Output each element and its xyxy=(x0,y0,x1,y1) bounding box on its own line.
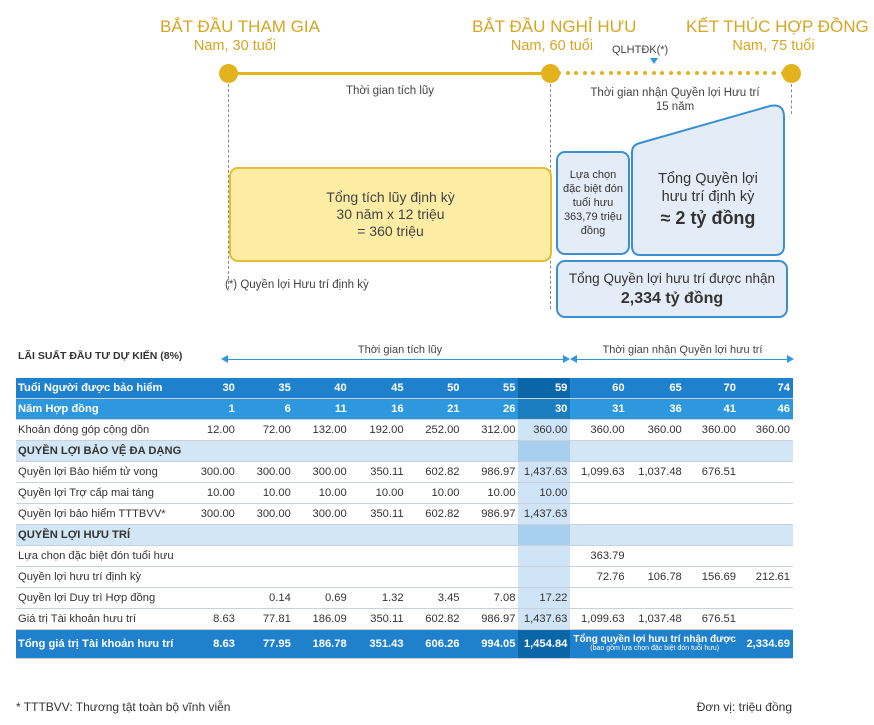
section-cell xyxy=(463,441,519,462)
section-cell xyxy=(628,525,685,546)
stage-start-sub: Nam, 30 tuổi xyxy=(193,38,277,54)
qlhtdk-label: QLHTĐK(*) xyxy=(612,44,669,56)
table-cell: 10.00 xyxy=(294,483,350,504)
table-cell: 45 xyxy=(350,378,407,399)
table-cell xyxy=(518,546,570,567)
table-cell: 186.78 xyxy=(294,630,350,659)
section-cell xyxy=(350,441,407,462)
table-row-periodic xyxy=(16,567,793,588)
periodic-value: ≈ 2 tỷ đồng xyxy=(660,208,756,228)
timeline-dot xyxy=(712,71,716,75)
timeline-dot xyxy=(591,71,595,75)
table-cell xyxy=(739,504,793,525)
table-row-special xyxy=(16,546,793,567)
table-cell: 676.51 xyxy=(685,462,739,483)
timeline-dot xyxy=(583,71,587,75)
table-cell xyxy=(463,567,519,588)
footer-note: * TTTBVV: Thương tật toàn bộ vĩnh viễn xyxy=(16,700,231,714)
row-label: Tổng giá trị Tài khoản hưu trí xyxy=(16,630,186,659)
table-cell: 31 xyxy=(570,399,627,420)
table-cell: 312.00 xyxy=(463,420,519,441)
stage-retire-sub: Nam, 60 tuổi xyxy=(510,38,594,54)
table-cell: 41 xyxy=(685,399,739,420)
timeline-dot xyxy=(755,71,759,75)
table-row-funeral xyxy=(16,483,793,504)
table-cell xyxy=(685,504,739,525)
receive-years-label: 15 năm xyxy=(655,101,695,113)
table-cell xyxy=(739,462,793,483)
stage-retire-title: BẮT ĐẦU NGHỈ HƯU xyxy=(472,17,637,36)
accum-period-label: Thời gian tích lũy xyxy=(345,85,435,97)
total-benefit-label-cell xyxy=(570,630,739,659)
receive-arrow-left xyxy=(570,355,577,363)
table-cell: 77.81 xyxy=(238,609,294,630)
periodic-line-2: hưu trí định kỳ xyxy=(661,189,755,205)
table-cell: 26 xyxy=(463,399,519,420)
table-cell: 7.08 xyxy=(463,588,519,609)
table-cell: 360.00 xyxy=(739,420,793,441)
timeline-dot xyxy=(729,71,733,75)
table-cell: 0.14 xyxy=(238,588,294,609)
table-cell xyxy=(685,483,739,504)
table-cell xyxy=(739,483,793,504)
table-cell xyxy=(570,504,627,525)
table-cell xyxy=(570,483,627,504)
table-cell xyxy=(186,546,238,567)
table-row-years xyxy=(16,399,793,420)
table-cell xyxy=(294,567,350,588)
table-cell: 300.00 xyxy=(186,462,238,483)
table-cell xyxy=(238,546,294,567)
table-cell: 10.00 xyxy=(350,483,407,504)
table-cell: 1,437.63 xyxy=(518,504,570,525)
row-label: Quyền lợi hưu trí định kỳ xyxy=(16,567,186,588)
table-cell: 986.97 xyxy=(463,462,519,483)
section-cell xyxy=(518,525,570,546)
table-cell: 360.00 xyxy=(628,420,685,441)
table-cell: 11 xyxy=(294,399,350,420)
table-cell: 72.76 xyxy=(570,567,627,588)
table-cell: 1,037.48 xyxy=(628,609,685,630)
total-received-box xyxy=(556,260,788,318)
table-cell: 40 xyxy=(294,378,350,399)
total-benefit-value: 2,334.69 xyxy=(739,630,793,659)
table-cell xyxy=(685,588,739,609)
table-cell xyxy=(407,546,463,567)
stage-start-title: BẮT ĐẦU THAM GIA xyxy=(160,17,320,36)
table-cell: 602.82 xyxy=(407,504,463,525)
table-cell xyxy=(186,567,238,588)
special-line-5: đồng xyxy=(580,225,606,237)
timeline-dot xyxy=(738,71,742,75)
table-cell: 300.00 xyxy=(294,504,350,525)
table-row-total xyxy=(16,630,793,659)
table-cell: 350.11 xyxy=(350,462,407,483)
table-cell: 1,454.84 xyxy=(518,630,570,659)
table-section-section1 xyxy=(16,441,793,462)
table-row-account xyxy=(16,609,793,630)
table-cell: 12.00 xyxy=(186,420,238,441)
table-cell: 0.69 xyxy=(294,588,350,609)
total-accum-box xyxy=(229,167,552,262)
table-cell xyxy=(518,567,570,588)
table-cell: 46 xyxy=(739,399,793,420)
row-label: Quyền lợi Trợ cấp mai táng xyxy=(16,483,186,504)
table-cell: 156.69 xyxy=(685,567,739,588)
timeline-dot xyxy=(617,71,621,75)
receive-arrow-line xyxy=(575,359,790,360)
table-cell: 132.00 xyxy=(294,420,350,441)
table-cell: 36 xyxy=(628,399,685,420)
stage-end-sub: Nam, 75 tuổi xyxy=(732,38,815,54)
timeline-dot xyxy=(703,71,707,75)
section-cell xyxy=(407,441,463,462)
row-label: Quyền lợi Bảo hiểm tử vong xyxy=(16,462,186,483)
table-cell: 360.00 xyxy=(518,420,570,441)
table-cell: 74 xyxy=(739,378,793,399)
table-cell: 60 xyxy=(570,378,627,399)
row-label: Lựa chọn đặc biệt đón tuổi hưu xyxy=(16,546,186,567)
table-cell xyxy=(294,546,350,567)
footer-unit: Đơn vị: triệu đồng xyxy=(696,700,792,714)
section-cell xyxy=(238,525,294,546)
section-cell xyxy=(186,441,238,462)
table-cell: 676.51 xyxy=(685,609,739,630)
table-cell xyxy=(685,546,739,567)
retire-point xyxy=(541,64,560,83)
table-cell: 1,037.48 xyxy=(628,462,685,483)
table-cell: 602.82 xyxy=(407,462,463,483)
periodic-line-1: Tổng Quyền lợi xyxy=(658,171,758,187)
section-cell xyxy=(294,441,350,462)
table-cell: 606.26 xyxy=(407,630,463,659)
section-title: QUYỀN LỢI BẢO VỆ ĐA DẠNG xyxy=(16,441,186,462)
special-line-2: đặc biệt đón xyxy=(563,183,623,195)
timeline-dot xyxy=(746,71,750,75)
table-cell: 350.11 xyxy=(350,609,407,630)
table-cell: 360.00 xyxy=(685,420,739,441)
total-benefit-sub: (bao gồm lựa chọn đặc biệt đón tuổi hưu) xyxy=(590,645,720,652)
table-cell: 59 xyxy=(518,378,570,399)
section-cell xyxy=(570,525,627,546)
table-cell: 3.45 xyxy=(407,588,463,609)
table-cell: 30 xyxy=(186,378,238,399)
table-cell: 1,437.63 xyxy=(518,609,570,630)
table-cell: 6 xyxy=(238,399,294,420)
row-label: Khoản đóng góp cộng dồn xyxy=(16,420,186,441)
table-cell: 186.09 xyxy=(294,609,350,630)
accum-arrow-line xyxy=(226,359,566,360)
table-cell: 8.63 xyxy=(186,609,238,630)
table-cell xyxy=(628,588,685,609)
total-accum-line-1: Tổng tích lũy định kỳ xyxy=(326,189,455,205)
table-cell xyxy=(628,504,685,525)
footnote-periodic: (*) Quyền lợi Hưu trí định kỳ xyxy=(225,279,369,291)
table-cell xyxy=(628,483,685,504)
section-cell xyxy=(628,441,685,462)
table-cell: 300.00 xyxy=(238,504,294,525)
table-cell: 300.00 xyxy=(294,462,350,483)
special-line-3: tuổi hưu xyxy=(572,197,614,209)
section-cell xyxy=(685,525,739,546)
table-cell: 10.00 xyxy=(463,483,519,504)
total-benefit-label: Tổng quyền lợi hưu trí nhận được xyxy=(573,634,736,645)
row-label: Năm Hợp đồng xyxy=(16,399,186,420)
table-cell: 10.00 xyxy=(186,483,238,504)
section-cell xyxy=(739,525,793,546)
table-row-death xyxy=(16,462,793,483)
table-cell xyxy=(186,588,238,609)
table-cell: 300.00 xyxy=(238,462,294,483)
special-line-1: Lựa chọn xyxy=(569,169,617,181)
table-cell: 300.00 xyxy=(186,504,238,525)
timeline-dot xyxy=(566,71,570,75)
periodic-benefit-text xyxy=(633,170,783,230)
end-point xyxy=(782,64,801,83)
timeline-dotted-line xyxy=(551,71,791,76)
row-label: Quyền lợi bảo hiểm TTTBVV* xyxy=(16,504,186,525)
table-cell: 17.22 xyxy=(518,588,570,609)
table-cell: 1 xyxy=(186,399,238,420)
table-cell xyxy=(628,546,685,567)
accum-arrow-left xyxy=(221,355,228,363)
timeline-dot xyxy=(626,71,630,75)
table-cell xyxy=(238,567,294,588)
timeline-line xyxy=(228,72,551,75)
table-cell: 986.97 xyxy=(463,504,519,525)
timeline-dot xyxy=(720,71,724,75)
table-row-maintain xyxy=(16,588,793,609)
row-label: Tuổi Người được bảo hiểm xyxy=(16,378,186,399)
timeline-dot xyxy=(600,71,604,75)
table-cell: 212.61 xyxy=(739,567,793,588)
timeline-dot xyxy=(763,71,767,75)
benefit-table xyxy=(16,378,793,659)
total-accum-line-3: = 360 triệu xyxy=(357,223,424,239)
timeline-dot xyxy=(660,71,664,75)
section-cell xyxy=(518,441,570,462)
table-cell: 70 xyxy=(685,378,739,399)
table-row-contrib xyxy=(16,420,793,441)
section-cell xyxy=(294,525,350,546)
table-cell: 986.97 xyxy=(463,609,519,630)
table-cell: 351.43 xyxy=(350,630,407,659)
table-cell: 192.00 xyxy=(350,420,407,441)
table-cell: 21 xyxy=(407,399,463,420)
table-cell: 55 xyxy=(463,378,519,399)
table-cell: 65 xyxy=(628,378,685,399)
table-cell: 252.00 xyxy=(407,420,463,441)
receive-header-label: Thời gian nhận Quyền lợi hưu trí xyxy=(602,344,763,356)
receive-arrow-right xyxy=(787,355,794,363)
section-cell xyxy=(739,441,793,462)
table-cell: 350.11 xyxy=(350,504,407,525)
start-point xyxy=(219,64,238,83)
table-cell: 16 xyxy=(350,399,407,420)
table-cell: 602.82 xyxy=(407,609,463,630)
table-cell: 10.00 xyxy=(407,483,463,504)
total-received-value: 2,334 tỷ đồng xyxy=(620,289,724,307)
accum-header-label: Thời gian tích lũy xyxy=(357,344,443,356)
table-cell: 10.00 xyxy=(238,483,294,504)
table-cell xyxy=(350,546,407,567)
timeline-dot xyxy=(652,71,656,75)
timeline-dot xyxy=(643,71,647,75)
table-row-ages xyxy=(16,378,793,399)
special-line-4: 363,79 triệu xyxy=(563,211,623,223)
stage-end-title: KẾT THÚC HỢP ĐỒNG xyxy=(686,17,869,36)
table-cell: 50 xyxy=(407,378,463,399)
total-received-label: Tổng Quyền lợi hưu trí được nhận xyxy=(568,270,776,286)
timeline-dot xyxy=(772,71,776,75)
table-section-section2 xyxy=(16,525,793,546)
table-cell: 360.00 xyxy=(570,420,627,441)
section-title: QUYỀN LỢI HƯU TRÍ xyxy=(16,525,186,546)
table-cell: 106.78 xyxy=(628,567,685,588)
accum-arrow-right xyxy=(563,355,570,363)
table-cell xyxy=(739,609,793,630)
timeline-dot xyxy=(574,71,578,75)
timeline-dot xyxy=(609,71,613,75)
timeline-dot xyxy=(634,71,638,75)
table-cell: 30 xyxy=(518,399,570,420)
table-cell: 994.05 xyxy=(463,630,519,659)
table-cell: 35 xyxy=(238,378,294,399)
special-choice-box xyxy=(556,151,630,255)
end-guide xyxy=(791,84,792,114)
row-label: Giá trị Tài khoản hưu trí xyxy=(16,609,186,630)
section-cell xyxy=(685,441,739,462)
timeline-dot xyxy=(686,71,690,75)
section-cell xyxy=(570,441,627,462)
table-cell: 1,099.63 xyxy=(570,609,627,630)
table-cell: 363.79 xyxy=(570,546,627,567)
table-cell xyxy=(350,567,407,588)
row-label: Quyền lợi Duy trì Hợp đồng xyxy=(16,588,186,609)
total-accum-line-2: 30 năm x 12 triệu xyxy=(336,206,445,222)
timeline-dot xyxy=(669,71,673,75)
table-cell xyxy=(739,588,793,609)
table-cell xyxy=(739,546,793,567)
table-cell xyxy=(463,546,519,567)
section-cell xyxy=(350,525,407,546)
receive-period-label: Thời gian nhận Quyền lợi Hưu trí xyxy=(590,87,760,99)
timeline-dot xyxy=(677,71,681,75)
table-cell xyxy=(407,567,463,588)
table-cell xyxy=(570,588,627,609)
table-cell: 8.63 xyxy=(186,630,238,659)
section-cell xyxy=(186,525,238,546)
table-cell: 1.32 xyxy=(350,588,407,609)
section-cell xyxy=(407,525,463,546)
table-cell: 77.95 xyxy=(238,630,294,659)
table-row-ttbvv xyxy=(16,504,793,525)
table-cell: 10.00 xyxy=(518,483,570,504)
section-cell xyxy=(238,441,294,462)
table-cell: 72.00 xyxy=(238,420,294,441)
qlhtdk-arrow xyxy=(650,58,658,64)
section-cell xyxy=(463,525,519,546)
timeline-dot xyxy=(695,71,699,75)
table-cell: 1,437.63 xyxy=(518,462,570,483)
rate-label: LÃI SUẤT ĐẦU TƯ DỰ KIẾN (8%) xyxy=(18,350,183,362)
table-cell: 1,099.63 xyxy=(570,462,627,483)
